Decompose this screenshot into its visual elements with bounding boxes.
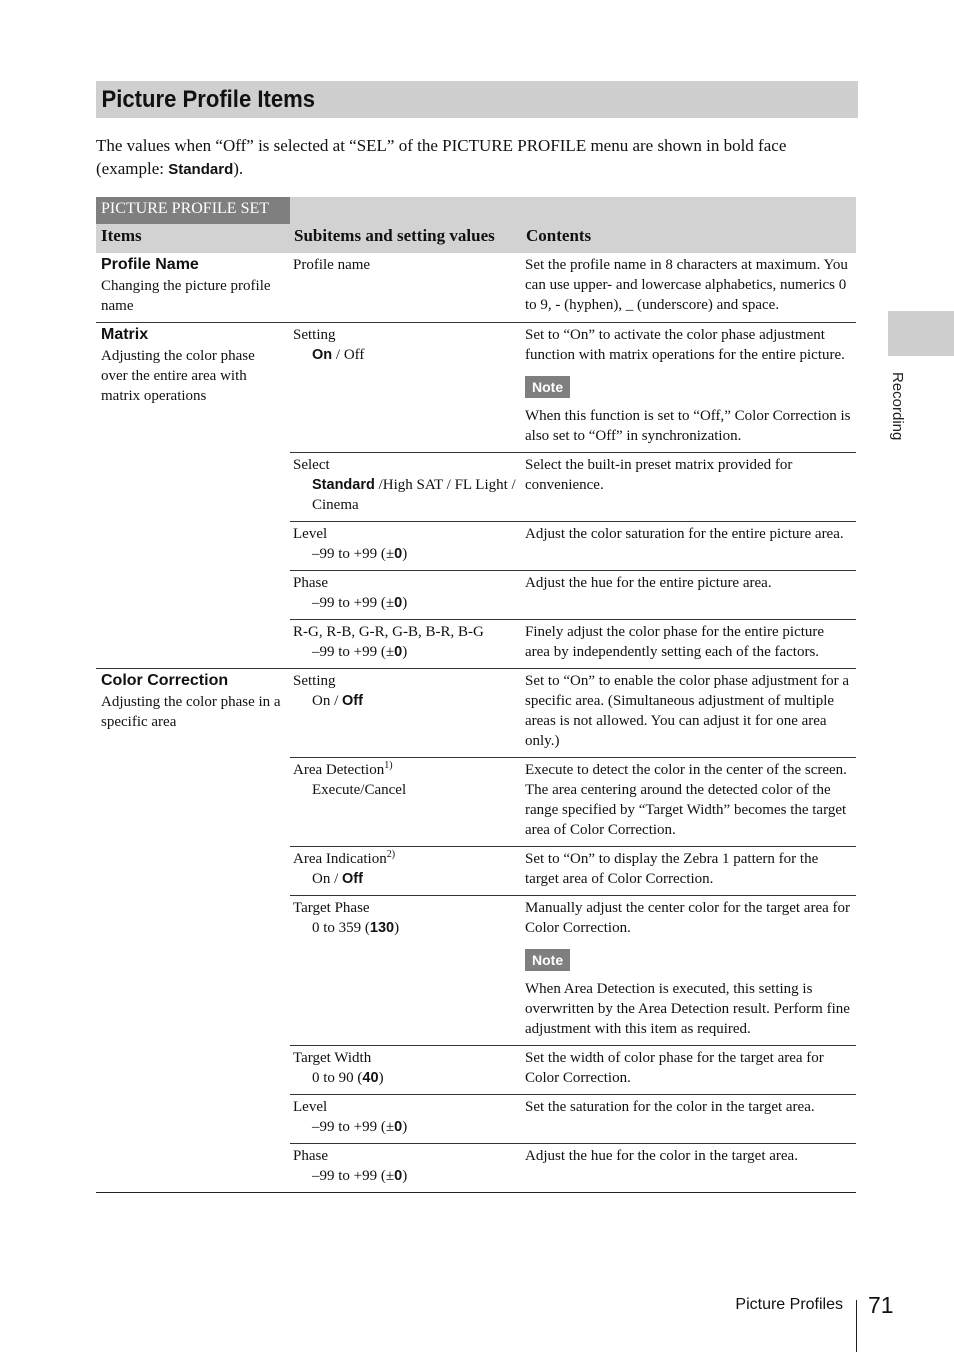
default-value: 130	[369, 920, 395, 936]
subitem-values: Execute/Cancel	[312, 782, 407, 798]
subitem-label: Level	[293, 526, 328, 542]
header-items: Items	[101, 226, 142, 245]
subitem-label: Setting	[293, 327, 336, 343]
value-range: –99 to +99 (±	[312, 595, 395, 611]
title-bar	[96, 81, 858, 118]
subitem-values	[293, 544, 517, 564]
subitem-cell	[290, 1144, 522, 1193]
subitem-cell	[290, 758, 522, 847]
subitem-values	[293, 642, 517, 662]
content-cell: Set the profile name in 8 characters at maximum. You can use upper- and lowercase alphabetics, numerics 0 to 9, - (hyphen), _ (underscore) and space.	[522, 253, 856, 323]
intro-text: The values when “Off” is selected at “SEL” of the PICTURE PROFILE menu are shown in bold face (example:	[96, 136, 787, 178]
subitem-cell	[290, 571, 522, 620]
table-header	[96, 197, 856, 253]
profile-table	[96, 253, 856, 1193]
subitem-values	[293, 691, 517, 711]
subitem-values	[293, 475, 517, 515]
side-tab-label: Recording	[889, 372, 906, 441]
subitem-label: Setting	[293, 673, 336, 689]
value-close: )	[394, 920, 400, 936]
subitem-cell	[290, 620, 522, 669]
note-badge: Note	[525, 376, 570, 398]
content-cell: Set the saturation for the color in the target area.	[522, 1095, 856, 1144]
page-number: 71	[868, 1292, 894, 1318]
value-range: –99 to +99 (±	[312, 1119, 395, 1135]
subitem-values	[293, 1068, 517, 1088]
default-value: 0	[394, 1119, 403, 1135]
value-range: –99 to +99 (±	[312, 546, 395, 562]
value-range: –99 to +99 (±	[312, 644, 395, 660]
content-cell: Execute to detect the color in the center of the screen. The area centering around the detected color of the range specified by “Target Width” becomes the target area of Color Correction.	[522, 758, 856, 847]
content-cell	[522, 896, 856, 1046]
table-row	[96, 669, 856, 758]
value-close: )	[402, 1119, 408, 1135]
subitem-cell	[290, 253, 522, 323]
value-sep: /	[332, 347, 344, 363]
value-range: –99 to +99 (±	[312, 1168, 395, 1184]
subitem-values	[293, 1166, 517, 1186]
subitem-cell	[290, 522, 522, 571]
footnote-ref: 2)	[386, 849, 396, 860]
default-value: 40	[362, 1070, 379, 1086]
default-value: Off	[342, 871, 363, 887]
footnote-ref: 1)	[384, 760, 393, 771]
value-option: /High SAT / FL Light / Cinema	[312, 477, 516, 513]
default-value: 0	[394, 546, 403, 562]
note-badge: Note	[525, 949, 570, 971]
default-value: 0	[394, 1168, 403, 1184]
subitem-label: Phase	[293, 575, 328, 591]
subitem-label: Target Phase	[293, 900, 370, 916]
content-cell: Adjust the hue for the entire picture area.	[522, 571, 856, 620]
item-name: Color Correction	[101, 672, 229, 689]
value-range: 0 to 90 (	[312, 1070, 363, 1086]
header-contents: Contents	[526, 226, 592, 245]
subitem-label: Target Width	[293, 1050, 372, 1066]
item-desc: Adjusting the color phase in a specific area	[101, 694, 281, 730]
subitem-cell	[290, 847, 522, 896]
subitem-values	[293, 345, 517, 365]
content-cell	[522, 323, 856, 453]
header-subitems: Subitems and setting values	[294, 226, 495, 245]
item-name: Profile Name	[101, 256, 199, 273]
value-close: )	[402, 644, 408, 660]
content-cell: Select the built-in preset matrix provided for convenience.	[522, 453, 856, 522]
subitem-label: R-G, R-B, G-R, G-B, B-R, B-G	[293, 624, 484, 640]
intro-paragraph	[96, 134, 856, 181]
item-desc: Changing the picture profile name	[101, 278, 271, 314]
content-cell: Set the width of color phase for the target area for Color Correction.	[522, 1046, 856, 1095]
content-cell: Set to “On” to enable the color phase adjustment for a specific area. (Simultaneous adjustment of multiple areas is not allowed. You can adjust it for one area only.)	[522, 669, 856, 758]
value-range: 0 to 359 (	[312, 920, 370, 936]
intro-example: Standard	[168, 161, 234, 178]
value-option: On	[312, 871, 331, 887]
subitem-label: Phase	[293, 1148, 328, 1164]
item-cell	[96, 669, 290, 1193]
note-text: When Area Detection is executed, this setting is overwritten by the Area Detection result. Perform fine adjustment with this item as required.	[525, 981, 850, 1037]
value-sep: /	[330, 693, 343, 709]
subitem-values	[293, 869, 517, 889]
subitem-cell	[290, 669, 522, 758]
content-cell: Adjust the hue for the color in the target area.	[522, 1144, 856, 1193]
subitem-label: Profile name	[293, 257, 371, 273]
content-cell: Set to “On” to display the Zebra 1 pattern for the target area of Color Correction.	[522, 847, 856, 896]
value-close: )	[402, 546, 408, 562]
table-row	[96, 253, 856, 323]
subitem-cell	[290, 323, 522, 453]
footer-section: Picture Profiles	[735, 1296, 843, 1313]
subitem-label: Area Indication	[293, 851, 387, 867]
subitem-values	[293, 593, 517, 613]
item-name: Matrix	[101, 326, 149, 343]
intro-end: ).	[233, 159, 244, 178]
subitem-label: Area Detection	[293, 762, 385, 778]
content-cell: Adjust the color saturation for the entire picture area.	[522, 522, 856, 571]
subitem-cell	[290, 453, 522, 522]
set-label: PICTURE PROFILE SET	[96, 197, 290, 224]
default-value: 0	[394, 595, 403, 611]
default-value: 0	[394, 644, 403, 660]
subitem-values	[293, 918, 517, 938]
table-row	[96, 323, 856, 453]
subitem-cell	[290, 896, 522, 1046]
item-cell	[96, 253, 290, 323]
page-title: Picture Profile Items	[101, 86, 316, 113]
item-desc: Adjusting the color phase over the entire area with matrix operations	[101, 348, 255, 404]
value-close: )	[402, 1168, 408, 1184]
content-text: Set to “On” to activate the color phase adjustment function with matrix operations for the entire picture.	[525, 327, 845, 363]
note-text: When this function is set to “Off,” Color Correction is also set to “Off” in synchronization.	[525, 408, 851, 444]
value-close: )	[378, 1070, 384, 1086]
subitem-cell	[290, 1046, 522, 1095]
item-cell	[96, 323, 290, 669]
default-value: On	[312, 347, 333, 363]
default-value: Standard	[312, 477, 375, 493]
side-tab	[888, 311, 954, 356]
value-option: On	[312, 693, 331, 709]
subitem-cell	[290, 1095, 522, 1144]
value-sep: /	[330, 871, 343, 887]
subitem-label: Level	[293, 1099, 328, 1115]
subitem-values	[293, 1117, 517, 1137]
value-option: Off	[343, 347, 365, 363]
content-text: Manually adjust the center color for the target area for Color Correction.	[525, 900, 850, 936]
footer-divider	[856, 1300, 857, 1352]
content-cell: Finely adjust the color phase for the entire picture area by independently setting each of the factors.	[522, 620, 856, 669]
default-value: Off	[342, 693, 363, 709]
subitem-label: Select	[293, 457, 330, 473]
value-close: )	[402, 595, 408, 611]
